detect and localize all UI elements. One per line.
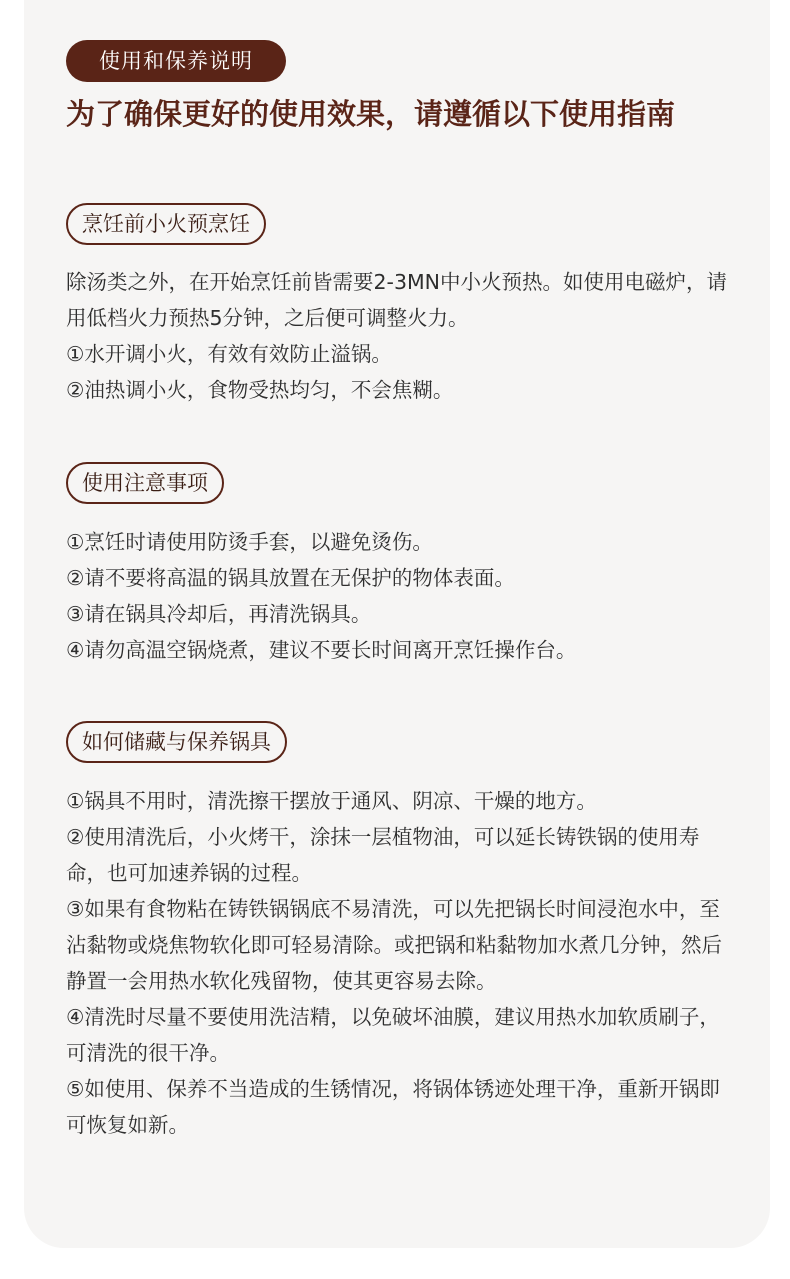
paragraph: ①锅具不用时，清洗擦干摆放于通风、阴凉、干燥的地方。 [66,789,597,813]
paragraph: ⑤如使用、保养不当造成的生锈情况，将锅体锈迹处理干净，重新开锅即可恢复如新。 [66,1077,720,1137]
paragraph: ②油热调小火，食物受热均匀，不会焦糊。 [66,378,454,402]
section-body-storage-care [66,783,736,1143]
section-title-preheat: 烹饪前小火预烹饪 [66,203,266,245]
page-headline: 为了确保更好的使用效果，请遵循以下使用指南 [66,97,676,131]
section-body-precautions [66,524,736,668]
section-title-storage-care: 如何储藏与保养锅具 [66,721,287,763]
paragraph: ①水开调小火，有效有效防止溢锅。 [66,342,392,366]
section-title-precautions: 使用注意事项 [66,462,224,504]
paragraph: 除汤类之外，在开始烹饪前皆需要2-3MN中小火预热。如使用电磁炉，请用低档火力预热5分钟，之后便可调整火力。 [66,270,728,330]
paragraph: ①烹饪时请使用防烫手套，以避免烫伤。 [66,530,433,554]
paragraph: ②请不要将高温的锅具放置在无保护的物体表面。 [66,566,515,590]
section-body-preheat [66,264,736,408]
paragraph: ③如果有食物粘在铸铁锅锅底不易清洗，可以先把锅长时间浸泡水中，至沾黏物或烧焦物软化即可轻易清除。或把锅和粘黏物加水煮几分钟，然后静置一会用热水软化残留物，使其更容易去除。 [66,897,722,993]
paragraph: ④请勿高温空锅烧煮，建议不要长时间离开烹饪操作台。 [66,638,577,662]
paragraph: ②使用清洗后，小火烤干，涂抹一层植物油，可以延长铸铁锅的使用寿命，也可加速养锅的过程。 [66,825,700,885]
header-badge: 使用和保养说明 [66,40,286,82]
paragraph: ④清洗时尽量不要使用洗洁精，以免破坏油膜，建议用热水加软质刷子，可清洗的很干净。 [66,1005,720,1065]
paragraph: ③请在锅具冷却后，再清洗锅具。 [66,602,372,626]
